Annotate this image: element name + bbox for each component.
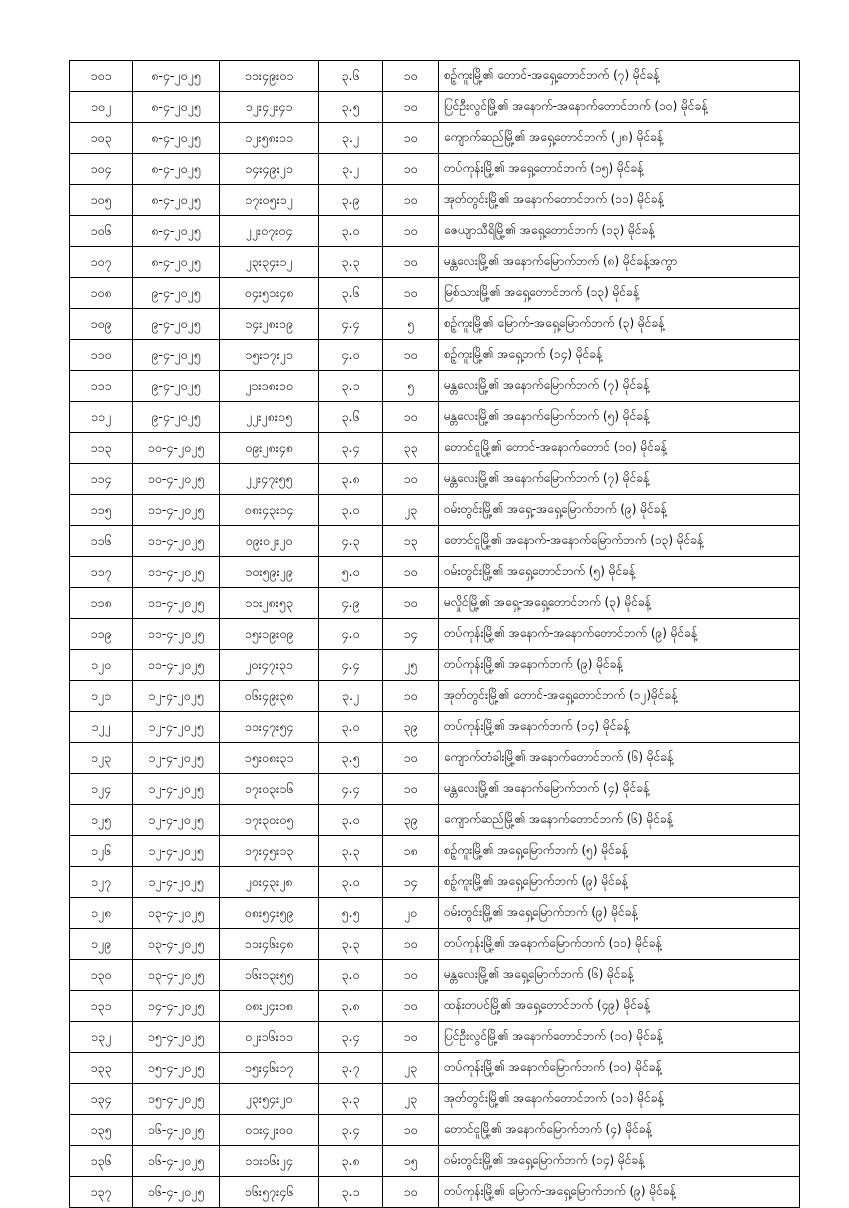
location-cell: တောင်ငူမြို့၏ တောင်-အနောက်တောင် (၁၀) မိုင်ခန့်: [439, 433, 800, 464]
magnitude-cell: ၃.၃: [319, 247, 383, 278]
location-cell: အုတ်တွင်းမြို့၏ တောင်-အရှေ့တောင်ဘက် (၁၂)မိုင်ခန့်: [439, 681, 800, 712]
date-cell: ၁၂-၄-၂၀၂၅: [133, 805, 220, 836]
magnitude-cell: ၃.၀: [319, 960, 383, 991]
magnitude-cell: ၄.၄: [319, 309, 383, 340]
table-row: [70, 61, 800, 92]
date-cell: ၈-၄-၂၀၂၅: [133, 185, 220, 216]
location-cell: မလှိုင်မြို့၏ အရှေ့-အရှေ့တောင်ဘက် (၃) မိုင်ခန့်: [439, 588, 800, 619]
time-cell: ၁၂း၄၂း၄၁: [220, 92, 319, 123]
depth-cell: ၃၉: [383, 712, 439, 743]
table-row: [70, 650, 800, 681]
row-number-cell: ၁၂၁: [70, 681, 133, 712]
date-cell: ၉-၄-၂၀၂၅: [133, 340, 220, 371]
table-row: [70, 216, 800, 247]
location-cell: ကျောက်တံခါးမြို့၏ အနောက်တောင်ဘက် (၆) မိုင်ခန့်: [439, 743, 800, 774]
time-cell: ၁၅း၄၆း၁၇: [220, 1053, 319, 1084]
row-number-cell: ၁၀၉: [70, 309, 133, 340]
location-cell: ဇေယျာသီရိမြို့၏ အရှေ့တောင်ဘက် (၁၃) မိုင်ခန့်: [439, 216, 800, 247]
row-number-cell: ၁၂၄: [70, 774, 133, 805]
magnitude-cell: ၃.၀: [319, 712, 383, 743]
time-cell: ၀၂း၁၆း၁၁: [220, 1022, 319, 1053]
location-cell: မန္တလေးမြို့၏ အရှေ့မြောက်ဘက် (၆) မိုင်ခန့်: [439, 960, 800, 991]
table-row: [70, 526, 800, 557]
row-number-cell: ၁၃၀: [70, 960, 133, 991]
magnitude-cell: ၃.၀: [319, 495, 383, 526]
date-cell: ၈-၄-၂၀၂၅: [133, 92, 220, 123]
magnitude-cell: ၃.၅: [319, 743, 383, 774]
date-cell: ၁၆-၄-၂၀၂၅: [133, 1146, 220, 1177]
location-cell: ပြင်ဦးလွင်မြို့၏ အနောက်တောင်ဘက် (၁၀) မိုင်ခန့်: [439, 1022, 800, 1053]
magnitude-cell: ၃.၁: [319, 371, 383, 402]
table-row: [70, 557, 800, 588]
row-number-cell: ၁၃၆: [70, 1146, 133, 1177]
time-cell: ၁၅း၁၇း၂၁: [220, 340, 319, 371]
row-number-cell: ၁၀၅: [70, 185, 133, 216]
magnitude-cell: ၄.၄: [319, 774, 383, 805]
time-cell: ၁၀း၅၉း၂၉: [220, 557, 319, 588]
depth-cell: ၁၀: [383, 929, 439, 960]
row-number-cell: ၁၂၈: [70, 898, 133, 929]
row-number-cell: ၁၃၂: [70, 1022, 133, 1053]
row-number-cell: ၁၂၅: [70, 805, 133, 836]
location-cell: အုတ်တွင်းမြို့၏ အနောက်တောင်ဘက် (၁၁) မိုင်ခန့်: [439, 185, 800, 216]
date-cell: ၁၆-၄-၂၀၂၅: [133, 1177, 220, 1208]
depth-cell: ၁၀: [383, 464, 439, 495]
magnitude-cell: ၃.၈: [319, 464, 383, 495]
row-number-cell: ၁၀၁: [70, 61, 133, 92]
time-cell: ၀၄း၅၁း၄၈: [220, 278, 319, 309]
date-cell: ၁၆-၄-၂၀၂၅: [133, 1115, 220, 1146]
depth-cell: ၁၀: [383, 1115, 439, 1146]
depth-cell: ၁၃: [383, 526, 439, 557]
row-number-cell: ၁၀၂: [70, 92, 133, 123]
depth-cell: ၁၀: [383, 123, 439, 154]
location-cell: တောင်ငူမြို့၏ အနောက်-အနောက်မြောက်ဘက် (၁၃) မိုင်ခန့်: [439, 526, 800, 557]
table-row: [70, 774, 800, 805]
location-cell: စဉ့်ကူးမြို့၏ တောင်-အရှေ့တောင်ဘက် (၇) မိုင်ခန့်: [439, 61, 800, 92]
time-cell: ၁၁း၁၆း၂၄: [220, 1146, 319, 1177]
depth-cell: ၁၈: [383, 836, 439, 867]
table-row: [70, 991, 800, 1022]
depth-cell: ၁၀: [383, 1177, 439, 1208]
depth-cell: ၁၀: [383, 1022, 439, 1053]
magnitude-cell: ၃.၃: [319, 1084, 383, 1115]
location-cell: ဝမ်းတွင်းမြို့၏ အရှေ့မြောက်ဘက် (၉) မိုင်ခန့်: [439, 898, 800, 929]
table-row: [70, 123, 800, 154]
time-cell: ၀၈း၄၃း၁၄: [220, 495, 319, 526]
time-cell: ၁၁း၂၈း၅၃: [220, 588, 319, 619]
table-row: [70, 185, 800, 216]
time-cell: ၁၁း၄၉း၀၁: [220, 61, 319, 92]
row-number-cell: ၁၁၄: [70, 464, 133, 495]
table-row: [70, 898, 800, 929]
time-cell: ၂၃း၅၄း၂၀: [220, 1084, 319, 1115]
row-number-cell: ၁၂၂: [70, 712, 133, 743]
date-cell: ၁၅-၄-၂၀၂၅: [133, 1053, 220, 1084]
date-cell: ၁၁-၄-၂၀၂၅: [133, 650, 220, 681]
date-cell: ၁၄-၄-၂၀၂၅: [133, 991, 220, 1022]
row-number-cell: ၁၃၇: [70, 1177, 133, 1208]
magnitude-cell: ၃.၈: [319, 991, 383, 1022]
row-number-cell: ၁၀၃: [70, 123, 133, 154]
time-cell: ၂၀း၄၃း၂၈: [220, 867, 319, 898]
row-number-cell: ၁၂၉: [70, 929, 133, 960]
location-cell: တပ်ကုန်းမြို့၏ အနောက်-အနောက်တောင်ဘက် (၉) မိုင်ခန့်: [439, 619, 800, 650]
magnitude-cell: ၄.၃: [319, 526, 383, 557]
row-number-cell: ၁၀၇: [70, 247, 133, 278]
depth-cell: ၁၀: [383, 216, 439, 247]
date-cell: ၁၃-၄-၂၀၂၅: [133, 898, 220, 929]
row-number-cell: ၁၁၆: [70, 526, 133, 557]
depth-cell: ၁၀: [383, 340, 439, 371]
depth-cell: ၂၃: [383, 495, 439, 526]
depth-cell: ၁၄: [383, 619, 439, 650]
depth-cell: ၁၀: [383, 743, 439, 774]
magnitude-cell: ၃.၂: [319, 154, 383, 185]
time-cell: ၁၇း၃၀း၀၅: [220, 805, 319, 836]
time-cell: ၁၇း၄၅း၁၃: [220, 836, 319, 867]
date-cell: ၁၂-၄-၂၀၂၅: [133, 774, 220, 805]
time-cell: ၁၇း၀၅း၁၂: [220, 185, 319, 216]
magnitude-cell: ၅.၅: [319, 898, 383, 929]
location-cell: တပ်ကုန်းမြို့၏ အရှေ့တောင်ဘက် (၁၅) မိုင်ခန့်: [439, 154, 800, 185]
time-cell: ၂၂း၀၇း၀၄: [220, 216, 319, 247]
time-cell: ၁၅း၁၉း၀၉: [220, 619, 319, 650]
location-cell: ပြင်ဦးလွင်မြို့၏ အနောက်-အနောက်တောင်ဘက် (၁၀) မိုင်ခန့်: [439, 92, 800, 123]
table-row: [70, 495, 800, 526]
depth-cell: ၁၀: [383, 991, 439, 1022]
magnitude-cell: ၃.၃: [319, 836, 383, 867]
time-cell: ၁၁း၄၆း၄၈: [220, 929, 319, 960]
time-cell: ၂၀း၄၇း၃၁: [220, 650, 319, 681]
location-cell: မန္တလေးမြို့၏ အနောက်မြောက်ဘက် (၅) မိုင်ခန့်: [439, 402, 800, 433]
earthquake-table: [69, 60, 800, 1208]
table-row: [70, 1146, 800, 1177]
table-row: [70, 836, 800, 867]
time-cell: ၂၃း၃၄း၁၂: [220, 247, 319, 278]
depth-cell: ၁၀: [383, 92, 439, 123]
row-number-cell: ၁၁၉: [70, 619, 133, 650]
depth-cell: ၁၀: [383, 185, 439, 216]
date-cell: ၁၀-၄-၂၀၂၅: [133, 464, 220, 495]
location-cell: မန္တလေးမြို့၏ အနောက်မြောက်ဘက် (၇) မိုင်ခန့်: [439, 464, 800, 495]
magnitude-cell: ၃.၃: [319, 929, 383, 960]
row-number-cell: ၁၁၅: [70, 495, 133, 526]
table-row: [70, 1177, 800, 1208]
location-cell: တပ်ကုန်းမြို့၏ အနောက်ဘက် (၁၄) မိုင်ခန့်: [439, 712, 800, 743]
time-cell: ၁၅း၀၈း၃၁: [220, 743, 319, 774]
location-cell: တပ်ကုန်းမြို့၏ မြောက်-အရှေ့မြောက်ဘက် (၉) မိုင်ခန့်: [439, 1177, 800, 1208]
table-row: [70, 867, 800, 898]
date-cell: ၁၂-၄-၂၀၂၅: [133, 743, 220, 774]
row-number-cell: ၁၁၇: [70, 557, 133, 588]
magnitude-cell: ၅.၀: [319, 557, 383, 588]
location-cell: မန္တလေးမြို့၏ အနောက်မြောက်ဘက် (၄) မိုင်ခန့်: [439, 774, 800, 805]
location-cell: စဉ့်ကူးမြို့၏ အရှေ့မြောက်ဘက် (၉) မိုင်ခန့်: [439, 867, 800, 898]
row-number-cell: ၁၃၄: [70, 1084, 133, 1115]
table-row: [70, 433, 800, 464]
row-number-cell: ၁၁၃: [70, 433, 133, 464]
date-cell: ၈-၄-၂၀၂၅: [133, 247, 220, 278]
table-row: [70, 743, 800, 774]
date-cell: ၁၁-၄-၂၀၂၅: [133, 495, 220, 526]
time-cell: ၁၆း၁၃း၅၅: [220, 960, 319, 991]
magnitude-cell: ၃.၄: [319, 433, 383, 464]
date-cell: ၈-၄-၂၀၂၅: [133, 61, 220, 92]
magnitude-cell: ၄.၉: [319, 588, 383, 619]
magnitude-cell: ၃.၅: [319, 92, 383, 123]
time-cell: ၀၉း၂၈း၄၈: [220, 433, 319, 464]
location-cell: တပ်ကုန်းမြို့၏ အနောက်ဘက် (၉) မိုင်ခန့်: [439, 650, 800, 681]
magnitude-cell: ၄.၀: [319, 619, 383, 650]
magnitude-cell: ၃.၂: [319, 123, 383, 154]
location-cell: စဉ့်ကူးမြို့၏ အရှေ့ဘက် (၁၄) မိုင်ခန့်: [439, 340, 800, 371]
date-cell: ၁၂-၄-၂၀၂၅: [133, 681, 220, 712]
row-number-cell: ၁၃၃: [70, 1053, 133, 1084]
location-cell: စဉ့်ကူးမြို့၏ အရှေ့မြောက်ဘက် (၅) မိုင်ခန့်: [439, 836, 800, 867]
date-cell: ၁၂-၄-၂၀၂၅: [133, 712, 220, 743]
time-cell: ၀၈း၂၄း၁၈: [220, 991, 319, 1022]
time-cell: ၀၁း၄၂း၀၀: [220, 1115, 319, 1146]
date-cell: ၁၂-၄-၂၀၂၅: [133, 867, 220, 898]
location-cell: တပ်ကုန်းမြို့၏ အနောက်မြောက်ဘက် (၁၁) မိုင်ခန့်: [439, 929, 800, 960]
table-row: [70, 929, 800, 960]
depth-cell: ၁၄: [383, 867, 439, 898]
table-row: [70, 92, 800, 123]
magnitude-cell: ၃.၈: [319, 1146, 383, 1177]
magnitude-cell: ၃.၆: [319, 278, 383, 309]
row-number-cell: ၁၁၂: [70, 402, 133, 433]
date-cell: ၁၅-၄-၂၀၂၅: [133, 1084, 220, 1115]
magnitude-cell: ၃.၂: [319, 681, 383, 712]
magnitude-cell: ၃.၄: [319, 1022, 383, 1053]
magnitude-cell: ၃.၄: [319, 1115, 383, 1146]
depth-cell: ၁၀: [383, 61, 439, 92]
date-cell: ၉-၄-၂၀၂၅: [133, 278, 220, 309]
table-row: [70, 371, 800, 402]
location-cell: ဝမ်းတွင်းမြို့၏ အရှေ့မြောက်ဘက် (၁၄) မိုင်ခန့်: [439, 1146, 800, 1177]
date-cell: ၉-၄-၂၀၂၅: [133, 371, 220, 402]
depth-cell: ၁၀: [383, 681, 439, 712]
time-cell: ၁၇း၀၃း၁၆: [220, 774, 319, 805]
date-cell: ၁၃-၄-၂၀၂၅: [133, 929, 220, 960]
depth-cell: ၁၀: [383, 557, 439, 588]
date-cell: ၁၃-၄-၂၀၂၅: [133, 960, 220, 991]
row-number-cell: ၁၂၀: [70, 650, 133, 681]
date-cell: ၉-၄-၂၀၂၅: [133, 309, 220, 340]
table-row: [70, 712, 800, 743]
depth-cell: ၂၃: [383, 1053, 439, 1084]
row-number-cell: ၁၂၃: [70, 743, 133, 774]
location-cell: မြစ်သားမြို့၏ အရှေ့တောင်ဘက် (၁၃) မိုင်ခန့်: [439, 278, 800, 309]
location-cell: အုတ်တွင်းမြို့၏ အနောက်တောင်ဘက် (၁၁) မိုင်ခန့်: [439, 1084, 800, 1115]
table-row: [70, 619, 800, 650]
magnitude-cell: ၃.၀: [319, 216, 383, 247]
depth-cell: ၁၀: [383, 154, 439, 185]
table-row: [70, 278, 800, 309]
table-row: [70, 1053, 800, 1084]
date-cell: ၈-၄-၂၀၂၅: [133, 123, 220, 154]
date-cell: ၁၁-၄-၂၀၂၅: [133, 526, 220, 557]
magnitude-cell: ၄.၄: [319, 650, 383, 681]
table-row: [70, 681, 800, 712]
time-cell: ၂၁း၁၈း၁၀: [220, 371, 319, 402]
table-row: [70, 588, 800, 619]
depth-cell: ၅: [383, 309, 439, 340]
depth-cell: ၁၀: [383, 278, 439, 309]
date-cell: ၁၅-၄-၂၀၂၅: [133, 1022, 220, 1053]
magnitude-cell: ၃.၆: [319, 402, 383, 433]
date-cell: ၁၂-၄-၂၀၂၅: [133, 836, 220, 867]
table-row: [70, 805, 800, 836]
magnitude-cell: ၃.၆: [319, 61, 383, 92]
table-body: [70, 61, 800, 1208]
magnitude-cell: ၃.၀: [319, 867, 383, 898]
location-cell: မန္တလေးမြို့၏ အနောက်မြောက်ဘက် (၇) မိုင်ခန့်: [439, 371, 800, 402]
time-cell: ၀၉း၀၂း၂၀: [220, 526, 319, 557]
table-row: [70, 464, 800, 495]
row-number-cell: ၁၃၁: [70, 991, 133, 1022]
depth-cell: ၂၅: [383, 650, 439, 681]
depth-cell: ၂၀: [383, 898, 439, 929]
depth-cell: ၁၀: [383, 774, 439, 805]
time-cell: ၁၆း၅၇း၄၆: [220, 1177, 319, 1208]
date-cell: ၁၁-၄-၂၀၂၅: [133, 619, 220, 650]
location-cell: ဝမ်းတွင်းမြို့၏ အရှေ့-အရှေ့မြောက်ဘက် (၉) မိုင်ခန့်: [439, 495, 800, 526]
location-cell: ထန်းတပင်မြို့၏ အရှေ့တောင်ဘက် (၄၉) မိုင်ခန့်: [439, 991, 800, 1022]
time-cell: ၀၈း၅၄း၅၉: [220, 898, 319, 929]
table-row: [70, 309, 800, 340]
time-cell: ၂၂း၄၇း၅၅: [220, 464, 319, 495]
magnitude-cell: ၄.၀: [319, 340, 383, 371]
location-cell: တောင်ငူမြို့၏ အနောက်မြောက်ဘက် (၄) မိုင်ခန့်: [439, 1115, 800, 1146]
table-row: [70, 247, 800, 278]
date-cell: ၁၁-၄-၂၀၂၅: [133, 588, 220, 619]
depth-cell: ၂၃: [383, 1084, 439, 1115]
depth-cell: ၁၅: [383, 1146, 439, 1177]
table-row: [70, 402, 800, 433]
row-number-cell: ၁၀၆: [70, 216, 133, 247]
depth-cell: ၅: [383, 371, 439, 402]
row-number-cell: ၁၀၄: [70, 154, 133, 185]
table-row: [70, 1022, 800, 1053]
row-number-cell: ၁၃၅: [70, 1115, 133, 1146]
time-cell: ၁၁း၄၇း၅၄: [220, 712, 319, 743]
location-cell: ကျောက်ဆည်မြို့၏ အနောက်တောင်ဘက် (၆) မိုင်ခန့်: [439, 805, 800, 836]
date-cell: ၈-၄-၂၀၂၅: [133, 154, 220, 185]
magnitude-cell: ၃.၇: [319, 1053, 383, 1084]
time-cell: ၀၆း၄၉း၃၈: [220, 681, 319, 712]
depth-cell: ၃၃: [383, 433, 439, 464]
depth-cell: ၁၀: [383, 960, 439, 991]
location-cell: စဉ့်ကူးမြို့၏ မြောက်-အရှေ့မြောက်ဘက် (၃) မိုင်ခန့်: [439, 309, 800, 340]
time-cell: ၁၄း၂၈း၁၉: [220, 309, 319, 340]
depth-cell: ၃၉: [383, 805, 439, 836]
table-row: [70, 340, 800, 371]
row-number-cell: ၁၂၇: [70, 867, 133, 898]
time-cell: ၁၄း၄၉း၂၁: [220, 154, 319, 185]
table-row: [70, 154, 800, 185]
row-number-cell: ၁၀၈: [70, 278, 133, 309]
date-cell: ၁၁-၄-၂၀၂၅: [133, 557, 220, 588]
row-number-cell: ၁၂၆: [70, 836, 133, 867]
row-number-cell: ၁၁၁: [70, 371, 133, 402]
depth-cell: ၁၀: [383, 402, 439, 433]
depth-cell: ၁၀: [383, 588, 439, 619]
row-number-cell: ၁၁၈: [70, 588, 133, 619]
location-cell: ကျောက်ဆည်မြို့၏ အရှေ့တောင်ဘက် (၂၈) မိုင်ခန့်: [439, 123, 800, 154]
date-cell: ၈-၄-၂၀၂၅: [133, 216, 220, 247]
table-row: [70, 1115, 800, 1146]
location-cell: တပ်ကုန်းမြို့၏ အနောက်မြောက်ဘက် (၁၀) မိုင်ခန့်: [439, 1053, 800, 1084]
time-cell: ၂၂း၂၈း၁၅: [220, 402, 319, 433]
depth-cell: ၁၀: [383, 247, 439, 278]
magnitude-cell: ၃.၁: [319, 1177, 383, 1208]
table-row: [70, 1084, 800, 1115]
location-cell: ဝမ်းတွင်းမြို့၏ အရှေ့တောင်ဘက် (၅) မိုင်ခန့်: [439, 557, 800, 588]
location-cell: မန္တလေးမြို့၏ အနောက်မြောက်ဘက် (၈) မိုင်ခန့်အကွာ: [439, 247, 800, 278]
date-cell: ၁၀-၄-၂၀၂၅: [133, 433, 220, 464]
magnitude-cell: ၃.၀: [319, 805, 383, 836]
magnitude-cell: ၃.၉: [319, 185, 383, 216]
time-cell: ၁၂း၅၈း၁၁: [220, 123, 319, 154]
row-number-cell: ၁၁၀: [70, 340, 133, 371]
table-row: [70, 960, 800, 991]
date-cell: ၉-၄-၂၀၂၅: [133, 402, 220, 433]
